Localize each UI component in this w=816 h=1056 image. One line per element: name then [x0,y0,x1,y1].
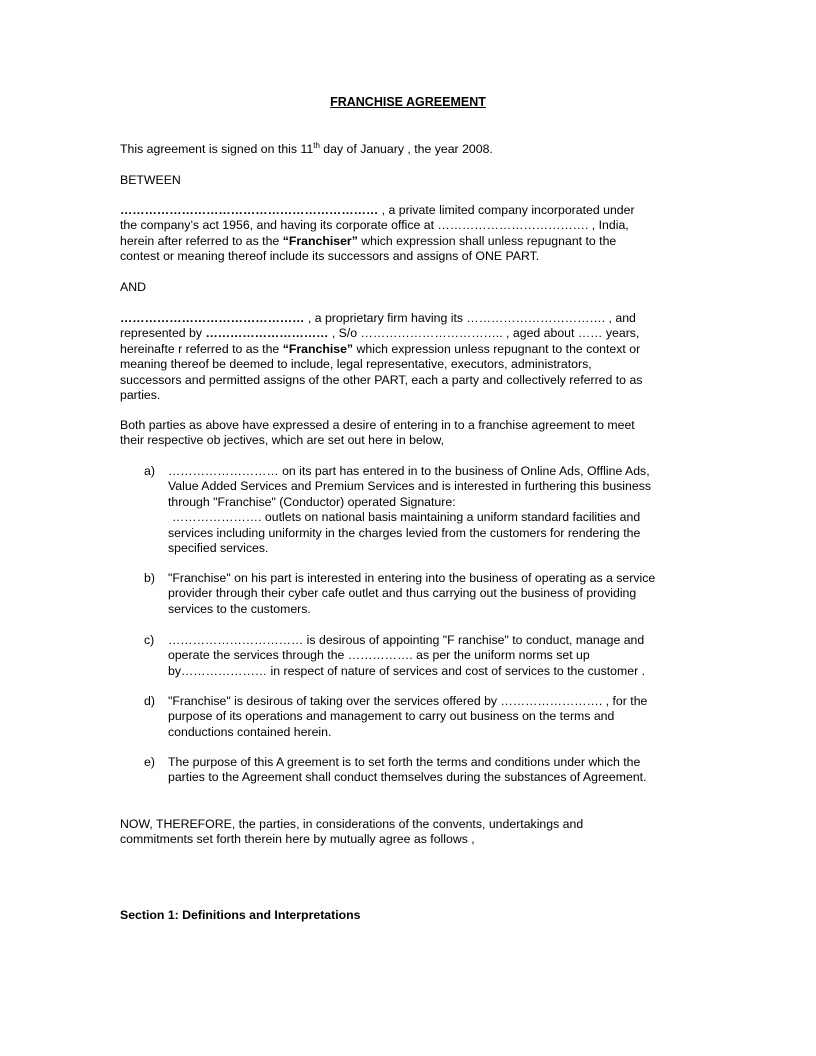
item-line: services to the customers. [168,601,311,616]
list-item-text [168,694,708,740]
list-item-text [168,464,708,556]
party2-line-3-before: hereinafte r referred to as the [120,341,283,356]
party2-blank-1: ……………………………………… [120,311,305,325]
party1-line-2: the company’s act 1956, and having its corporate office at ………………………………. , India, [120,218,629,233]
party2-line-1 [120,311,700,326]
party2-line-2 [120,326,700,341]
item-line: provider through their cyber cafe outlet and thus carrying out the business of providing [168,586,637,601]
and-heading: AND [120,280,146,294]
party2-line-5: successors and permitted assigns of the other PART, each a party and collectively referred to as [120,372,643,387]
item-line: "Franchise" is desirous of taking over the services offered by ……………………. , for the [168,694,648,708]
item-line: ……………………… on its part has entered in to the business of Online Ads, Offline Ads, [168,464,650,478]
item-line: purpose of its operations and management to carry out business on the terms and [168,709,615,724]
item-line: by………………… in respect of nature of services and cost of services to the customer . [168,663,646,678]
list-item-label: b) [144,571,155,585]
therefore-line-2: commitments set forth therein here by mutually agree as follows , [120,832,475,847]
item-line: parties to the Agreement shall conduct themselves during the substances of Agreement. [168,770,647,785]
therefore-line-1: NOW, THEREFORE, the parties, in considerations of the convents, undertakings and [120,817,584,831]
therefore-paragraph [120,817,700,848]
item-line: specified services. [168,541,269,556]
item-line: through "Franchise" (Conductor) operated Signature: [168,494,456,509]
list-item-label: a) [144,464,155,478]
list-item-label: c) [144,633,155,647]
item-line: The purpose of this A greement is to set forth the terms and conditions under which the [168,755,641,769]
list-item-label: d) [144,694,155,708]
both-line-1: Both parties as above have expressed a desire of entering in to a franchise agreement to meet [120,418,635,432]
party1-line-1 [120,203,700,218]
party2-line-2-after: , S/o …………………………….. , aged about …… years, [328,326,640,341]
party2-line-6: parties. [120,388,161,403]
party1-blank: ……………………………………………………… [120,203,379,217]
party2-line-3-after: which expression unless repugnant to the context or [353,341,641,356]
party2-paragraph [120,311,700,403]
intro-superscript: th [313,140,320,150]
list-item-label: e) [144,755,155,769]
item-line: operate the services through the ……………. as per the uniform norms set up [168,648,590,663]
party2-line-2-before: represented by [120,326,206,341]
item-line: conductions contained herein. [168,724,332,739]
party1-line-4: contest or meaning thereof include its successors and assigns of ONE PART. [120,249,540,264]
party1-paragraph [120,203,700,265]
party1-line-3 [120,234,700,249]
list-item-text [168,633,708,679]
item-line: …………………. outlets on national basis maintaining a uniform standard facilities and [172,510,641,525]
intro-text-before: This agreement is signed on this 11 [120,142,314,156]
party1-line-3-after: which expression shall unless repugnant to the [357,233,617,248]
item-line: services including uniformity in the charges levied from the customers for rendering the [168,525,641,540]
section-heading: Section 1: Definitions and Interpretations [120,908,361,922]
franchiser-term: “Franchiser” [282,233,358,248]
party2-line-3 [120,342,700,357]
franchise-term: “Franchise” [282,341,354,356]
party1-line-1-text: , a private limited company incorporated under [378,203,635,217]
document-title: FRANCHISE AGREEMENT [330,95,486,109]
item-line: Value Added Services and Premium Services and is interested in furthering this business [168,479,652,494]
list-item-text [168,571,708,617]
party1-line-3-before: herein after referred to as the [120,233,283,248]
party2-line-4: meaning thereof be deemed to include, legal representative, executors, administrators, [120,357,592,372]
item-line: …………………………… is desirous of appointing "F ranchise" to conduct, manage and [168,633,645,647]
intro-paragraph [120,142,700,157]
party2-blank-2: ………………………… [205,326,329,341]
party2-line-1-text: , a proprietary firm having its ……………………………. , and [304,311,636,325]
between-heading: BETWEEN [120,173,181,187]
intro-text-after: day of January , the year 2008. [319,142,493,156]
list-item-text [168,755,708,786]
both-line-2: their respective ob jectives, which are set out here in below, [120,433,444,448]
both-parties-paragraph [120,418,700,449]
item-line: "Franchise" on his part is interested in entering into the business of operating as a service [168,571,656,585]
